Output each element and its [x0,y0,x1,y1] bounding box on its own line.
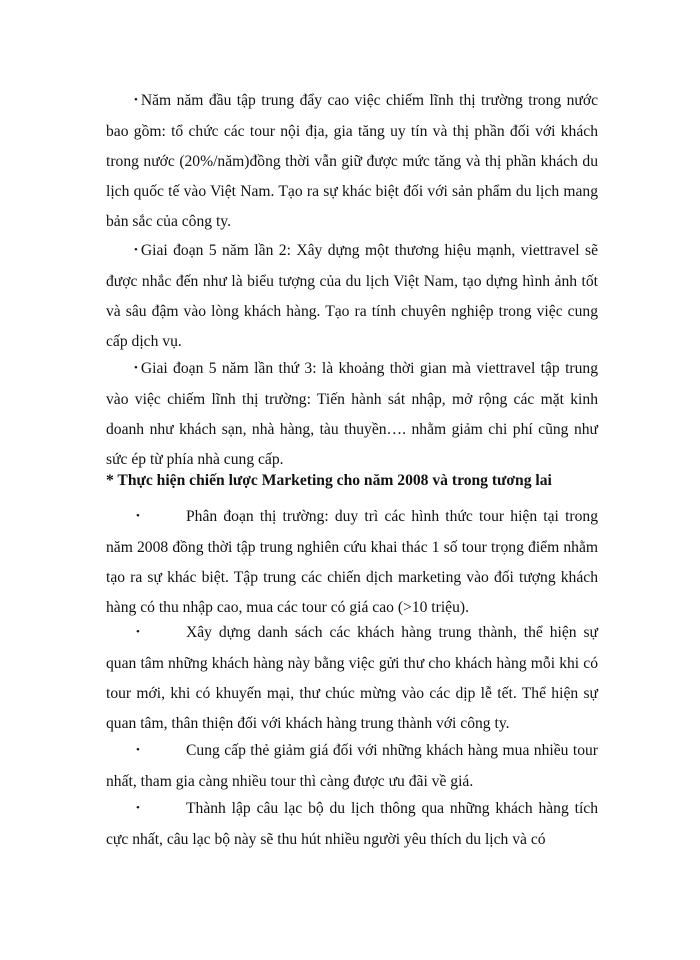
paragraph-phase-2 [106,236,598,357]
bullet-icon: • [136,626,140,638]
paragraph-travel-club [106,794,598,855]
bullet-icon: • [136,510,140,522]
paragraph-loyal-customers [106,618,598,739]
paragraph-text: Năm năm đầu tập trung đẩy cao việc chiếm lĩnh thị trường trong nước bao gồm: tổ chức các tour nội địa, gia tăng uy tín và thị phần đối với khách trong nước (20%/năm)đồng thời vẫn giữ được mức tăng và thị phần khách du lịch quốc tế vào Việt Nam. Tạo ra sự khác biệt đối với sản phẩm du lịch mang bản sắc của công ty. [106,92,598,230]
paragraph-market-segmentation [106,502,598,623]
paragraph-text: Cung cấp thẻ giảm giá đối với những khách hàng mua nhiều tour nhất, tham gia càng nhiều tour thì càng được ưu đãi về giá. [106,742,598,790]
paragraph-text: Xây dựng danh sách các khách hàng trung thành, thể hiện sự quan tâm những khách hàng này bằng việc gửi thư cho khách hàng mỗi khi có tour mới, khi có khuyến mại, thư chúc mừng vào các dịp lễ tết. Thể hiện sự quan tâm, thân thiện đối với khách hàng trung thành với công ty. [106,624,598,732]
bullet-icon: • [134,244,138,256]
bullet-icon: • [136,744,140,756]
paragraph-text: Thành lập câu lạc bộ du lịch thông qua những khách hàng tích cực nhất, câu lạc bộ này sẽ thu hút nhiều người yêu thích du lịch và có [106,800,598,848]
bullet-icon: • [136,802,140,814]
paragraph-discount-card [106,736,598,797]
paragraph-text: Giai đoạn 5 năm lần 2: Xây dựng một thương hiệu mạnh, viettravel sẽ được nhắc đến như là biểu tượng của du lịch Việt Nam, tạo dựng hình ảnh tốt và sâu đậm vào lòng khách hàng. Tạo ra tính chuyên nghiệp trong việc cung cấp dịch vụ. [106,242,598,350]
paragraph-phase-3 [106,354,598,475]
bullet-icon: • [134,94,138,106]
section-heading: * Thực hiện chiến lược Marketing cho năm 2008 và trong tương lai [106,472,552,489]
paragraph-text: Giai đoạn 5 năm lần thứ 3: là khoảng thời gian mà viettravel tập trung vào việc chiếm lĩnh thị trường: Tiến hành sát nhập, mở rộng các mặt kinh doanh như khách sạn, nhà hàng, tàu thuyền…. nhằm giảm chi phí cũng như sức ép từ phía nhà cung cấp. [106,360,598,468]
paragraph-phase-1 [106,86,598,237]
paragraph-text: Phân đoạn thị trường: duy trì các hình thức tour hiện tại trong năm 2008 đồng thời tập trung nghiên cứu khai thác 1 số tour trọng điểm nhằm tạo ra sự khác biệt. Tập trung các chiến dịch marketing vào đối tượng khách hàng có thu nhập cao, mua các tour có giá cao (>10 triệu). [106,508,598,616]
bullet-icon: • [134,362,138,374]
